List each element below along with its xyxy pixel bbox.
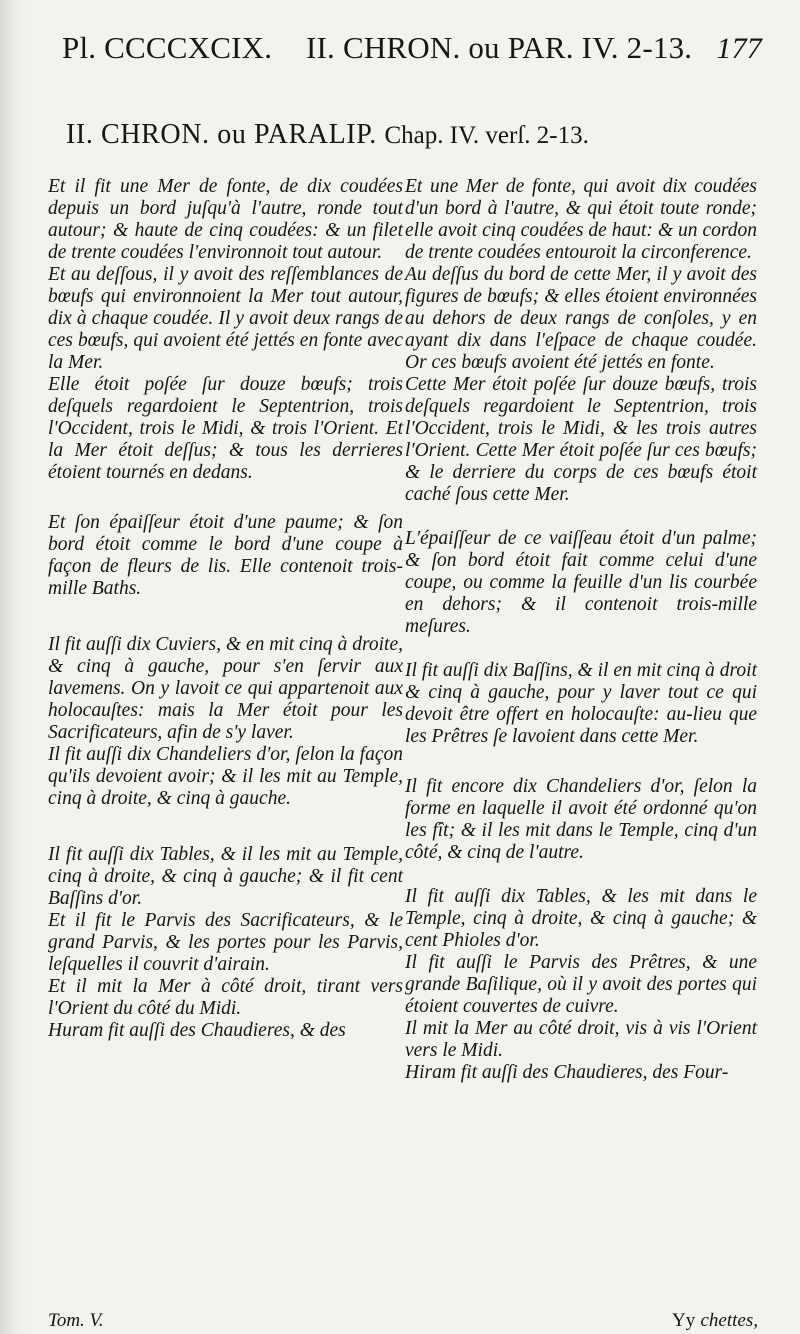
signature-mark: Yy	[672, 1310, 696, 1331]
right-verse-4: Cette Mer étoit poſée ſur douze bœufs, trois deſquels regardoient le Septentrion, trois l'Occident, trois le Midi, & les trois autres l'Orient. Cette Mer étoit poſée ſur ces bœufs; & le derriere du corps de ces bœufs étoit caché ſous cette Mer.	[405, 374, 757, 505]
volume-marker: Tom. V.	[48, 1310, 104, 1331]
plate-number: Pl. CCCCXCIX.	[62, 30, 273, 65]
right-verse-5: L'épaiſſeur de ce vaiſſeau étoit d'un palme; & ſon bord étoit fait comme celui d'une coupe, ou comme la feuille d'un lis courbée en dehors; & il contenoit trois-mille meſures.	[405, 528, 757, 637]
section-title	[66, 119, 766, 151]
chapter-verse-reference: Chap. IV. verſ. 2-13.	[384, 122, 589, 149]
right-verse-7: Il fit encore dix Chandeliers d'or, ſelon la forme en laquelle il avoit été ordonné qu'on les fît; & il les mit dans le Temple, cinq d'un côté, & cinq de l'autre.	[405, 776, 757, 863]
left-verse-4: Elle étoit poſée ſur douze bœufs; trois deſquels regardoient le Septentrion, trois l'Occident, trois le Midi, & trois l'Orient. Et la Mer étoit deſſus; & tous les derrieres étoient tournés en dedans.	[48, 374, 403, 483]
right-verse-6: Il fit auſſi dix Baſſins, & il en mit cinq à droit & cinq à gauche, pour y laver tout ce qui devoit être offert en holocauſte: au-lieu que les Prêtres ſe lavoient dans cette Mer.	[405, 660, 757, 747]
catchword: chettes,	[700, 1310, 758, 1331]
right-verse-3: Au deſſus du bord de cette Mer, il y avoit des figures de bœufs; & elles étoient environnées au dehors de deux rangs de conſoles, y en ayant dix dans l'eſpace de chaque coudée. Or ces bœufs avoient été jettés en fonte.	[405, 264, 757, 373]
right-verse-8: Il fit auſſi dix Tables, & les mit dans le Temple, cinq à droite, & cinq à gauche; & cent Phioles d'or.	[405, 886, 757, 951]
left-verse-11: Huram fit auſſi des Chaudieres, & des	[48, 1020, 346, 1041]
left-verse-6: Il fit auſſi dix Cuviers, & en mit cinq à droite, & cinq à gauche, pour s'en ſervir aux lavemens. On y lavoit ce qui appartenoit aux holocauſtes: mais la Mer étoit pour les Sacrificateurs, afin de s'y laver.	[48, 634, 403, 743]
left-verse-5: Et ſon épaiſſeur étoit d'une paume; & ſon bord étoit comme le bord d'une coupe à façon de fleurs de lis. Elle contenoit trois-mille Baths.	[48, 512, 403, 599]
left-verse-3: Et au deſſous, il y avoit des reſſemblances de bœufs qui environnoient la Mer tout autour, dix à chaque coudée. Il y avoit deux rangs de ces bœufs, qui avoient été jettés en fonte avec la Mer.	[48, 264, 403, 373]
left-verse-8: Il fit auſſi dix Tables, & il les mit au Temple, cinq à droite, & cinq à gauche; & il fit cent Baſſins d'or.	[48, 844, 403, 909]
left-verse-10: Et il mit la Mer à côté droit, tirant vers l'Orient du côté du Midi.	[48, 976, 403, 1019]
running-title: II. CHRON. ou PAR. IV. 2-13.	[306, 30, 693, 65]
left-verse-9: Et il fit le Parvis des Sacrificateurs, & le grand Parvis, & les portes pour les Parvis, leſquelles il couvrit d'airain.	[48, 910, 403, 975]
right-column-text	[405, 176, 757, 1084]
left-column-text	[48, 176, 403, 1042]
right-verse-11: Hiram fit auſſi des Chaudieres, des Four-	[405, 1062, 729, 1083]
right-verse-10: Il mit la Mer au côté droit, vis à vis l'Orient vers le Midi.	[405, 1018, 757, 1061]
right-verse-9: Il fit auſſi le Parvis des Prêtres, & une grande Baſilique, où il y avoit des portes qui étoient couvertes de cuivre.	[405, 952, 757, 1017]
left-verse-2: Et il fit une Mer de fonte, de dix coudées depuis un bord juſqu'à l'autre, ronde tout autour; & haute de cinq coudées: & un filet de trente coudées l'environnoit tout autour.	[48, 176, 403, 263]
running-head	[62, 30, 762, 70]
book-title: II. CHRON. ou PARALIP.	[66, 119, 377, 150]
page-number: 177	[716, 32, 762, 65]
right-verse-2: Et une Mer de fonte, qui avoit dix coudées d'un bord à l'autre, & qui étoit toute ronde; elle avoit cinq coudées de haut: & un cordon de trente coudées entouroit la circonference.	[405, 176, 757, 263]
left-verse-7: Il fit auſſi dix Chandeliers d'or, ſelon la façon qu'ils devoient avoir; & il les mit au Temple, cinq à droite, & cinq à gauche.	[48, 744, 403, 809]
